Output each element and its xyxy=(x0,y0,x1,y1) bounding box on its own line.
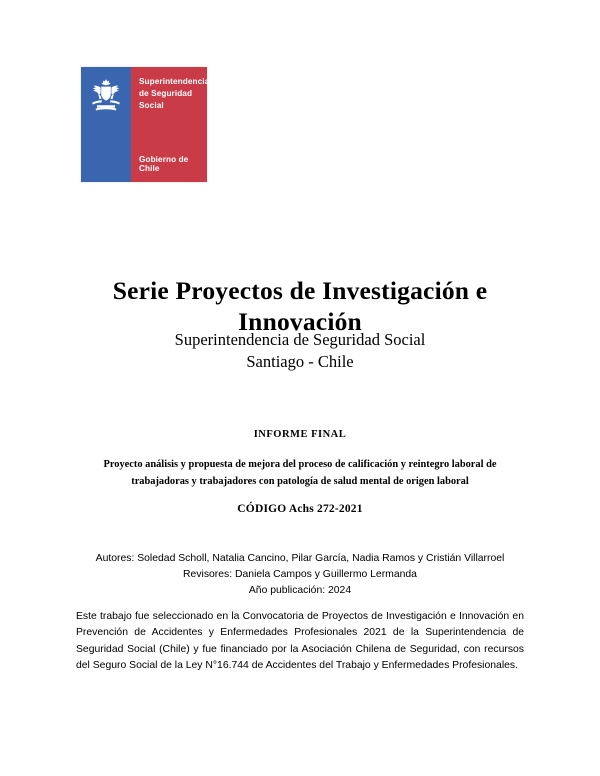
authors-line: Autores: Soledad Scholl, Natalia Cancino, Pilar García, Nadia Ramos y Cristián Villarroel xyxy=(95,553,505,564)
logo-institution-name xyxy=(139,76,210,112)
project-code: CÓDIGO Achs 272-2021 xyxy=(237,503,363,515)
funding-note: Este trabajo fue seleccionado en la Convocatoria de Proyectos de Investigación e Innovación en Prevención de Accidentes y Enfermedades Profesionales 2021 de la Superintendencia de Seguridad Social (Chile) y fue financiado por la Asociación Chilena de Seguridad, con recursos del Seguro Social de la Ley N°16.744 de Accidentes del Trabajo y Enfermedades Profesionales. xyxy=(76,611,524,672)
reviewers-line: Revisores: Daniela Campos y Guillermo Lermanda xyxy=(183,568,417,580)
institutional-logo xyxy=(81,67,210,182)
credits-block xyxy=(70,551,530,598)
logo-title-line-1: Superintendencia xyxy=(139,77,210,86)
report-type-label: INFORME FINAL xyxy=(253,429,347,440)
logo-title-line-3: Social xyxy=(139,100,164,110)
project-title: Proyecto análisis y propuesta de mejora del proceso de calificación y reintegro laboral de trabajadoras y trabajadores con patología de salud mental de origen laboral xyxy=(103,459,497,487)
page-title: Serie Proyectos de Investigación e Innovación xyxy=(112,276,488,337)
chilean-coat-of-arms-icon xyxy=(87,78,125,114)
subtitle-location: Santiago - Chile xyxy=(246,352,354,372)
logo-government-label: Gobierno de Chile xyxy=(139,155,189,173)
logo-blue-panel xyxy=(81,67,131,182)
subtitle-block xyxy=(70,329,530,372)
logo-red-panel xyxy=(131,67,210,182)
publication-year-line: Año publicación: 2024 xyxy=(248,584,352,596)
logo-title-line-2: de Seguridad xyxy=(139,88,193,98)
subtitle-institution: Superintendencia de Seguridad Social xyxy=(174,330,426,349)
